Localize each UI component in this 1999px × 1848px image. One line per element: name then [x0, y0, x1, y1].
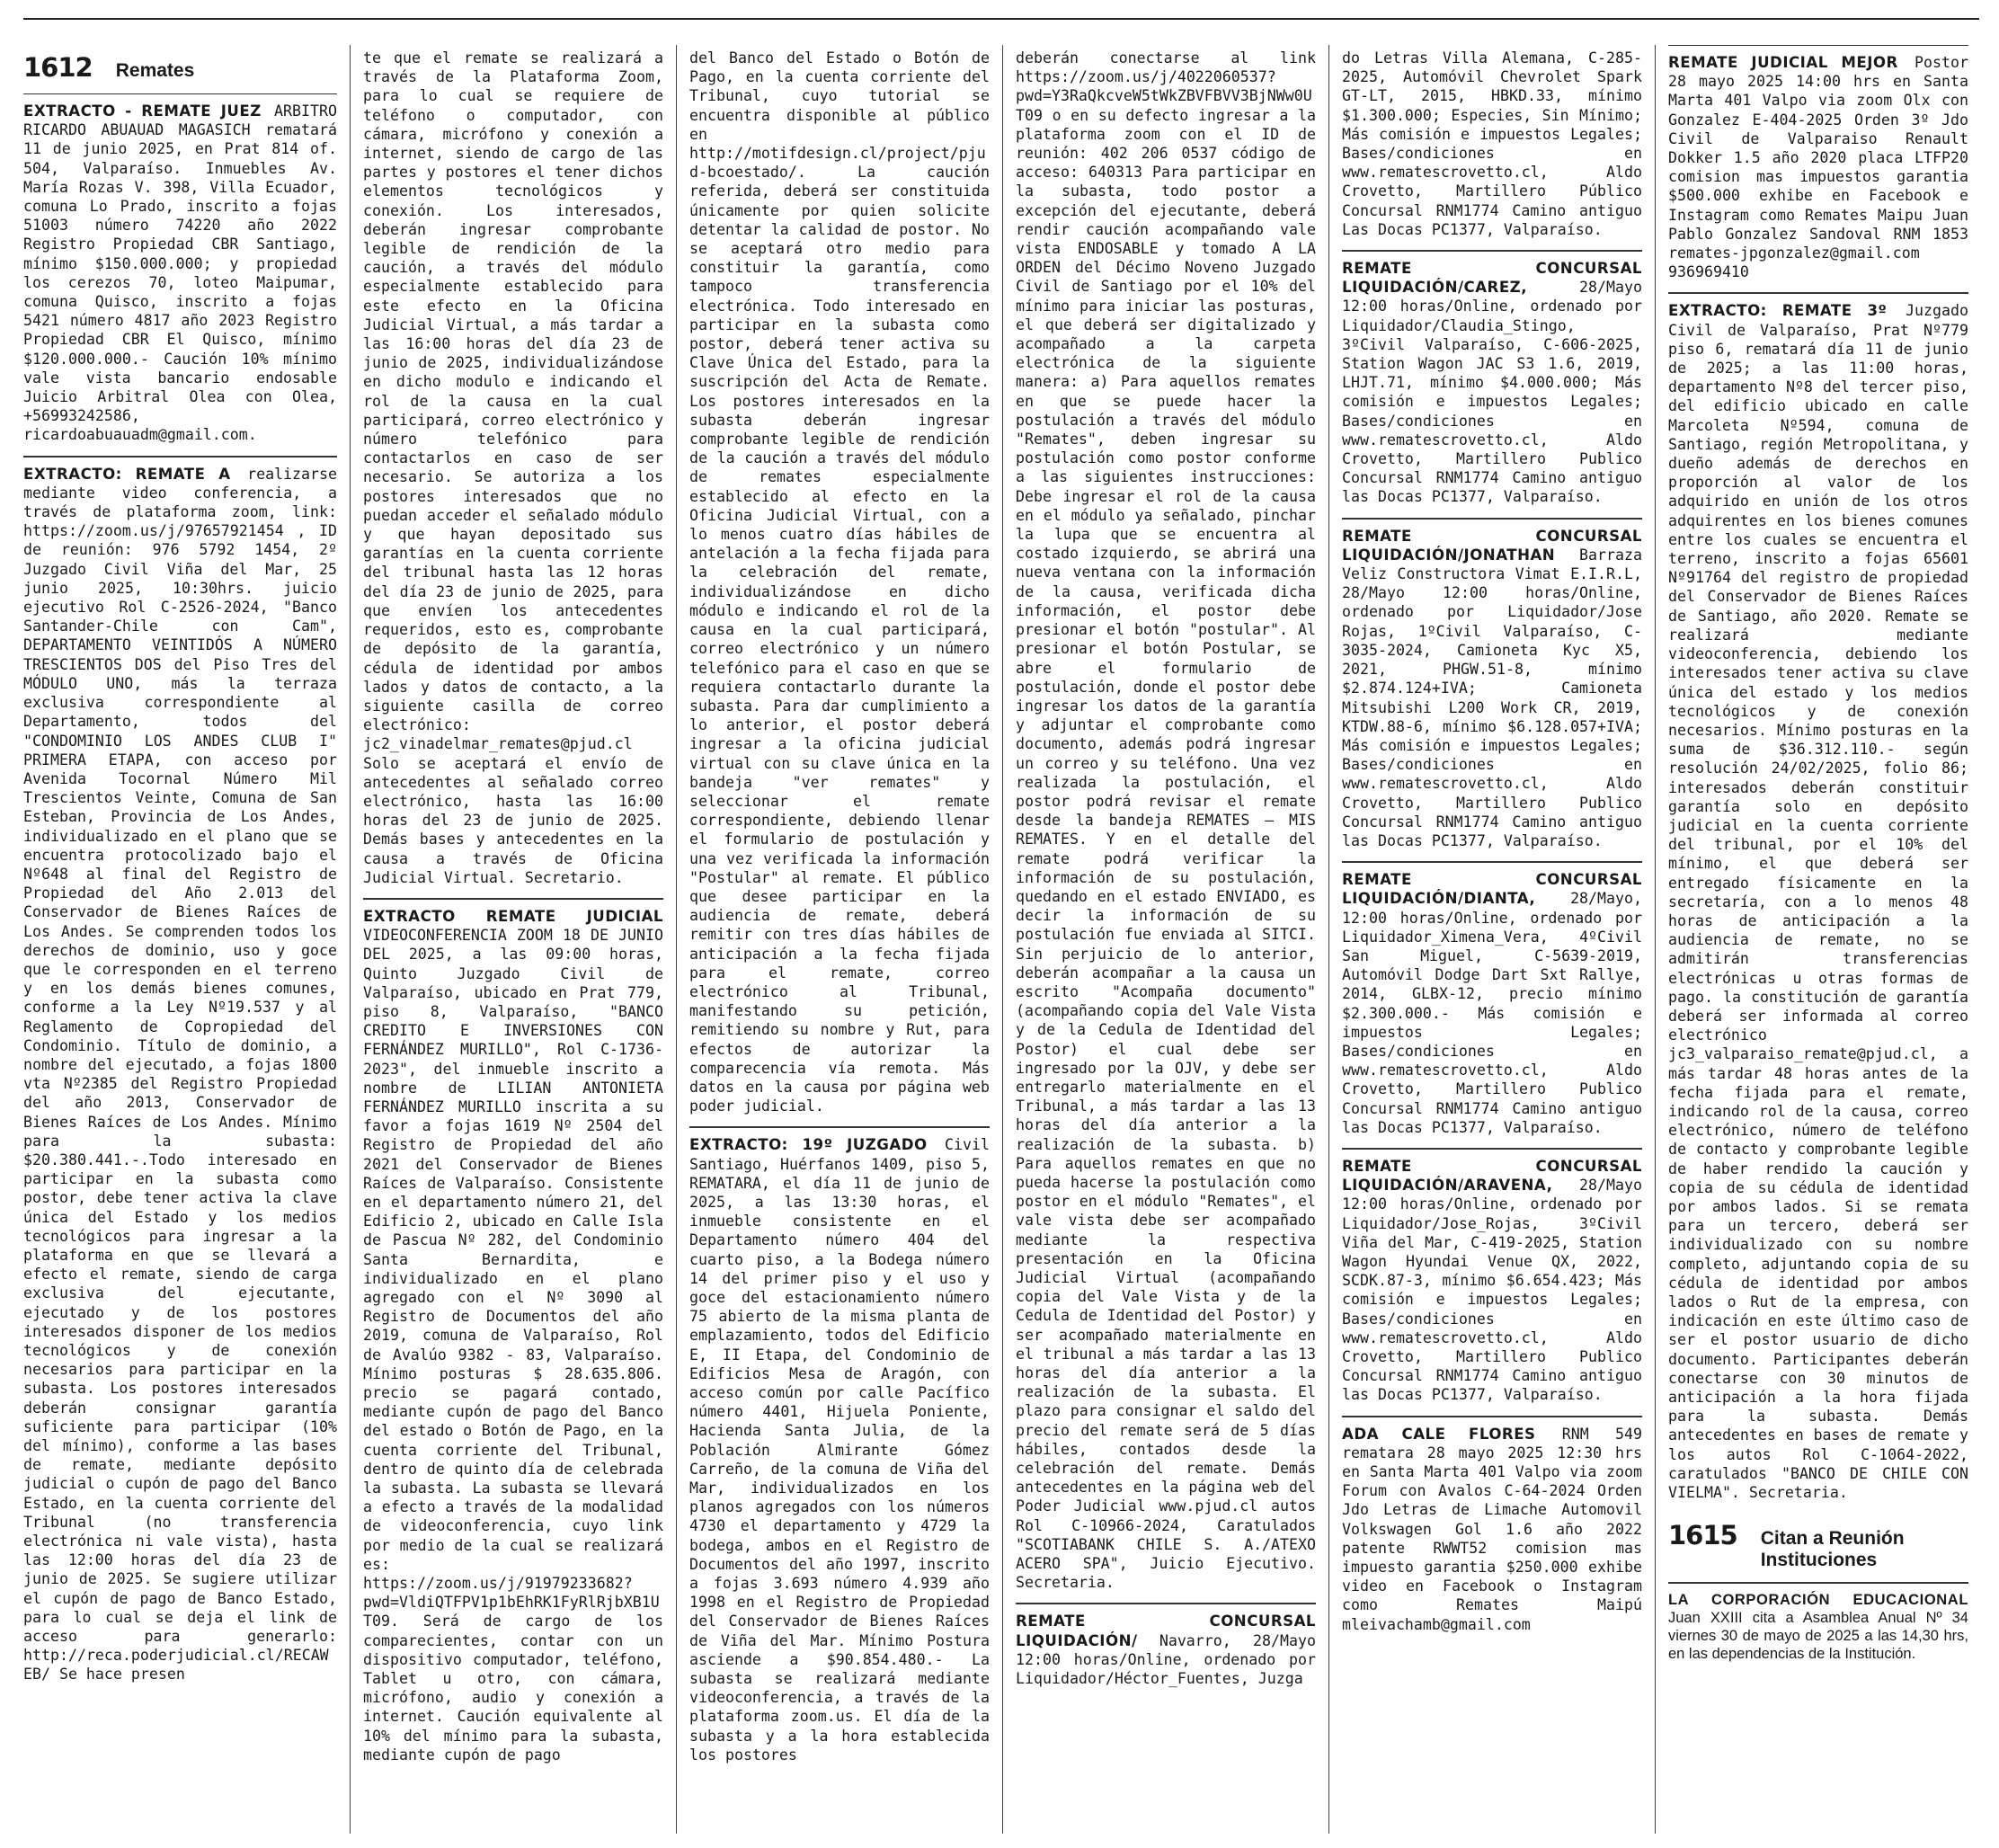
section-header-remates [23, 52, 337, 83]
notice-heading: EXTRACTO: REMATE 3º [1668, 302, 1888, 320]
notice-heading: EXTRACTO REMATE JUDICIAL [363, 907, 663, 925]
notice-body: Juzgado Civil de Valparaíso, Prat Nº779 piso 6, rematará día 11 de junio de 2025; a las 11:00 horas, departamento Nº8 del tercer piso, del edificio ubicado en calle Marcoleta Nº594, comuna de Santiago, región Metropolitana, y dueño además de derechos en proporción al valor de los adquirido en unión de los otros adquirentes en los bienes comunes entre los cuales se encuentra el terreno, inscrito a fojas 65601 Nº91764 del registro de propiedad del Conservador de Bienes Raíces de Santiago, año 2020. Remate se realizará mediante videoconferencia, debiendo los interesados tener activa su clave única del estado y los medios tecnológicos y de conexión necesarios. Mínimo posturas en la suma de $36.312.110.- según resolución 24/02/2025, folio 86; interesados deberán constituir garantía solo en depósito judicial en la cuenta corriente del tribunal, por el 10% del mínimo, el que deberá ser entregado físicamente en la secretaría, con a lo menos 48 horas de anticipación a la audiencia de remate, no se admitirán transferencias electrónicas u otras formas de pago. la constitución de garantía deberá ser informada al correo electrónico jc3_valparaiso_remate@pjud.cl, a más tardar 48 horas antes de la fecha fijada para el remate, indicando rol de la causa, correo electrónico, número de teléfono de contacto y comprobante legible de haber rendido la caución y copia de su cédula de identidad por ambos lados. Si se remata para un tercero, deberá ser individualizado con su nombre completo, adjuntando copia de su cédula de identidad por ambos lados o Rut de la empresa, con indicación en este último caso de ser el postor usuario de dicho documento. Participantes deberán conectarse con 30 minutos de anticipación a la hora fijada para la subasta. Demás antecedentes en bases de remate y los autos Rol C-1064-2022, caratulados "BANCO DE CHILE CON VIELMA". Secretaria. [1668, 302, 1968, 1502]
notice-continuation [1342, 45, 1642, 250]
section-title-line-1: Citan a Reunión [1760, 1528, 1905, 1550]
notice-body: Navarro, 28/Mayo 12:00 horas/Online, ordenado por Liquidador/Héctor_Fuentes, Juzga [1016, 1631, 1316, 1688]
notice-extracto-remate-3 [1668, 292, 1968, 1513]
notice-corporacion-educacional [1668, 1582, 1968, 1674]
notice-remate-concursal-aravena [1342, 1148, 1642, 1416]
classified-columns [23, 45, 1981, 1834]
notice-body: Postor 28 mayo 2025 14:00 hrs en Santa Marta 401 Valpo via zoom Olx con Gonzalez E-404-2025 Orden 3º Jdo Civil de Valparaiso Renault Dokker 1.5 año 2020 placa LTFP20 comision mas impuestos garantia $500.000 exhibe en Facebook e Instagram como Remates Maipu Juan Pablo Gonzalez Sandoval RNM 1853 remates-jpgonzalez@gmail.com 936969410 [1668, 54, 1968, 281]
notice-heading: REMATE CONCURSAL LIQUIDACIÓN/CAREZ, [1342, 260, 1642, 297]
notice-remate-judicial-mejor-postor [1668, 45, 1968, 292]
notice-body: 28/Mayo, 12:00 horas/Online, ordenado por Liquidador_Ximena_Vera, 4ºCivil San Miguel, C-5639-2019, Automóvil Dodge Dart Sxt Rallye, 2014, GLBX-12, precio mínimo $2.300.000.- Más comisión e impuestos Legales; Bases/condiciones en www.rematescrovetto.cl, Aldo Crovetto, Martillero Publico Concursal RNM1774 Camino antiguo las Docas PC1377, Valparaíso. [1342, 890, 1642, 1136]
notice-ada-cale-flores [1342, 1416, 1642, 1645]
section-number: 1612 [23, 52, 93, 83]
section-title-line-2: Instituciones [1760, 1550, 1878, 1571]
notice-heading: REMATE CONCURSAL LIQUIDACIÓN/JONATHAN [1342, 527, 1642, 564]
notice-body: VIDEOCONFERENCIA ZOOM 18 DE JUNIO DEL 2025, a las 09:00 horas, Quinto Juzgado Civil de Valparaíso, ubicado en Prat 779, piso 8, Valparaíso, "BANCO CREDITO E INVERSIONES CON FERNÁNDEZ MURILLO", Rol C-1736-2023", del inmueble inscrito a nombre de LILIAN ANTONIETA FERNÁNDEZ MURILLO inscrita a su favor a fojas 1619 Nº 2504 del Registro de Propiedad del año 2021 del Conservador de Bienes Raíces de Valparaíso. Consistente en el departamento número 21, del Edificio 2, ubicado en Calle Isla de Pascua Nº 282, del Condominio Santa Bernardita, e individualizado en el plano agregado con el Nº 3090 al Registro de Documentos del año 2019, comuna de Valparaíso, Rol de Avalúo 9382 - 83, Valparaíso. Mínimo posturas $ 28.635.806. precio se pagará contado, mediante cupón de pago del Banco del estado o Botón de Pago, en la cuenta corriente del Tribunal, dentro de quinto día de celebrada la subasta. La subasta se llevará a efecto a través de la modalidad de videoconferencia, cuyo link por medio de la cual se realizará es: https://zoom.us/j/91979233682? pwd=VldiQTFPV1p1bEhRK1FyRlRjbXB1UT09. Será de cargo de los comparecientes, contar con un dispositivo computador, teléfono, Tablet u otro, con cámara, micrófono, audio y conexión a internet. Caución equivalente al 10% del mínimo para la subasta, mediante cupón de pago [363, 927, 663, 1764]
notice-continuation [363, 45, 663, 898]
notice-heading: EXTRACTO: 19º JUZGADO [689, 1136, 928, 1154]
section-title [1761, 1528, 1905, 1571]
column-1 [23, 45, 350, 1834]
notice-heading: EXTRACTO - REMATE JUEZ [23, 102, 262, 120]
column-5 [1328, 45, 1655, 1834]
notice-body: do Letras Villa Alemana, C-285-2025, Automóvil Chevrolet Spark GT-LT, 2015, HBKD.33, mínimo $1.300.000; Especies, Sin Mínimo; Más comisión e impuestos Legales; Bases/condiciones en www.rematescrovetto.cl, Aldo Crovetto, Martillero Público Concursal RNM1774 Camino antiguo Las Docas PC1377, Valparaíso. [1342, 49, 1642, 238]
notice-heading: REMATE CONCURSAL LIQUIDACIÓN/ARAVENA, [1342, 1157, 1642, 1195]
notice-extracto-remate-zoom-vina [23, 456, 337, 1695]
section-title: Remates [115, 60, 195, 81]
notice-body: Civil Santiago, Huérfanos 1409, piso 5, REMATARA, el día 11 de junio de 2025, a las 13:30 horas, el inmueble consistente en el Departamento número 404 del cuarto piso, a la Bodega número 14 del primer piso y el uso y goce del estacionamiento número 75 abierto de la misma planta de emplazamiento, todos del Edificio E, II Etapa, del Condominio de Edificios Mesa de Aragón, con acceso común por calle Pacífico número 4401, Hijuela Poniente, Hacienda Santa Julia, de la Población Almirante Gómez Carreño, de la comuna de Viña del Mar, individualizados en los planos agregados con los números 4730 el departamento y 4729 la bodega, ambos en el Registro de Documentos del año 1997, inscrito a fojas 3.693 número 4.939 año 1998 en el Registro de Propiedad del Conservador de Bienes Raíces de Viña del Mar. Mínimo Postura asciende a $90.854.480.- La subasta se realizará mediante videoconferencia, a través de la plataforma zoom.us. El día de la subasta y a la hora establecida los postores [689, 1136, 990, 1764]
column-3 [676, 45, 1002, 1834]
notice-remate-concursal-navarro [1016, 1603, 1316, 1699]
top-rule [23, 18, 1979, 20]
notice-body: deberán conectarse al link https://zoom.us/j/4022060537? pwd=Y3RaQkcveW5tWkZBVFBVV3BjNWw0UT09 o en su defecto ingresar a la plataforma zoom con el ID de reunión: 402 206 0537 código de acceso: 640313 Para participar en la subasta, todo postor a excepción del ejecutante, deberá rendir caución acompañando vale vista ENDOSABLE y tomado A LA ORDEN del Décimo Noveno Juzgado Civil de Santiago por el 10% del mínimo para iniciar las posturas, el que deberá ser digitalizado y acompañado a la carpeta electrónica de la siguiente manera: a) Para aquellos remates en que se puede hacer la postulación a través del módulo "Remates", deben ingresar su postulación como postor conforme a las siguientes instrucciones: Debe ingresar el rol de la causa en el módulo ya señalado, pinchar la lupa que se encuentra al costado izquierdo, se abrirá una nueva ventana con la información de la causa, verificada dicha información, el postor debe presionar el botón "postular". Al presionar el botón Postular, se abre el formulario de postulación, donde el postor debe ingresar los datos de la garantía y adjuntar el comprobante como documento, además podrá ingresar un correo y su teléfono. Una vez realizada la postulación, el postor podrá revisar el remate desde la bandeja REMATES – MIS REMATES. Y en el detalle del remate podrá verificar la información de su postulación, quedando en el estado ENVIADO, es decir la información de su postulación fue enviada al SITCI. Sin perjuicio de lo anterior, deberán acompañar a la causa un escrito "Acompaña documento" (acompañando copia del Vale Vista y de la Cedula de Identidad del Postor) el cual debe ser ingresado por la OJV, y debe ser entregarlo materialmente en el Tribunal, a más tardar a las 13 horas del día anterior a la realización de la subasta. b) Para aquellos remates en que no pueda hacerse la postulación como postor en el módulo "Remates", el vale vista debe ser acompañado mediante la respectiva presentación en la Oficina Judicial Virtual (acompañando copia del Vale Vista y de la Cedula de Identidad del Postor) y ser acompañado materialmente en el tribunal a más tardar a las 13 horas del día anterior a la realización de la subasta. El plazo para consignar el saldo del precio del remate será de 5 días hábiles, contados desde la celebración del remate. Demás antecedentes en la página web del Poder Judicial www.pjud.cl autos Rol C-10966-2024, Caratulados "SCOTIABANK CHILE S. A./ATEXO ACERO SPA", Juicio Ejecutivo. Secretaria. [1016, 49, 1316, 1592]
notice-remate-concursal-jonathan [1342, 518, 1642, 861]
notice-remate-concursal-dianta [1342, 861, 1642, 1148]
notice-extracto-remate-judicial [363, 898, 663, 1775]
notice-body: Barraza Veliz Constructora Vimat E.I.R.L, 28/Mayo 12:00 horas/Online, ordenado por Liquidador/Jose Rojas, 1ºCivil Valparaíso, C-3035-2024, Camioneta Kyc X5, 2021, PHGW.51-8, mínimo $2.874.124+IVA; Camioneta Mitsubishi L200 Work CR, 2019, KTDW.88-6, mínimo $6.128.057+IVA; Más comisión e impuestos Legales; Bases/condiciones en www.rematescrovetto.cl, Aldo Crovetto, Martillero Publico Concursal RNM1774 Camino antiguo las Docas PC1377, Valparaíso. [1342, 546, 1642, 849]
column-4 [1002, 45, 1328, 1834]
column-6 [1655, 45, 1981, 1834]
notice-heading: ADA CALE FLORES [1342, 1425, 1536, 1443]
notice-heading: REMATE JUDICIAL MEJOR [1668, 54, 1898, 71]
notice-body: 28/Mayo 12:00 horas/Online, ordenado por Liquidador/Claudia_Stingo, 3ºCivil Valparaíso, C-606-2025, Station Wagon JAC S3 1.6, 2019, LHJT.71, mínimo $4.000.000; Más comisión e impuestos Legales; Bases/condiciones en www.rematescrovetto.cl, Aldo Crovetto, Martillero Publico Concursal RNM1774 Camino antiguo las Docas PC1377, Valparaíso. [1342, 279, 1642, 506]
notice-heading: REMATE CONCURSAL LIQUIDACIÓN/ [1016, 1613, 1316, 1649]
notice-continuation [689, 45, 990, 1126]
notice-extracto-remate-juez [23, 93, 337, 456]
notice-body: realizarse mediante video conferencia, a través de plataforma zoom, link: https://zoom.us/j/97657921454 , ID de reunión: 976 5792 1454, 2º Juzgado Civil Viña del Mar, 25 junio 2025, 10:30hrs. juicio ejecutivo Rol C-2526-2024, "Banco Santander-Chile con Cam", DEPARTAMENTO VEINTIDÓS A NÚMERO TRESCIENTOS DOS del Piso Tres del MÓDULO UNO, más la terraza exclusiva correspondiente al Departamento, todos del "CONDOMINIO LOS ANDES CLUB I" PRIMERA ETAPA, con acceso por Avenida Tocornal Número Mil Trescientos Veinte, Comuna de San Esteban, Provincia de Los Andes, individualizado en el plano que se encuentra protocolizado bajo el Nº648 al final del Registro de Propiedad del Año 2.013 del Conservador de Bienes Raíces de Los Andes. Se comprenden todos los derechos de dominio, uso y goce que le corresponden en el terreno y en los demás bienes comunes, conforme a la Ley Nº19.537 y al Reglamento de Copropiedad del Condominio. Título de dominio, a nombre del ejecutado, a fojas 1800 vta Nº2385 del Registro Propiedad del año 2013, Conservador de Bienes Raíces de Los Andes. Mínimo para la subasta: $20.380.441.-.Todo interesado en participar en la subasta como postor, debe tener activa la clave única del Estado y los medios tecnológicos para ingresar a la plataforma en que se llevará a efecto el remate, siendo de carga exclusiva del ejecutante, ejecutado y de los postores interesados disponer de los medios tecnológicos y de conexión necesarios para participar en la subasta. Los postores interesados deberán consignar garantía suficiente para participar (10% del mínimo), conforme a las bases de remate, mediante depósito judicial o cupón de pago del Banco Estado, en la cuenta corriente del Tribunal (no transferencia electrónica ni vale vista), hasta las 12:00 horas del día 23 de junio de 2025. Se sugiere utilizar el cupón de pago de Banco Estado, para lo cual se deja el link de acceso para generarlo: http://reca.poderjudicial.cl/RECAWEB/ Se hace presen [23, 465, 337, 1684]
section-header-citan-a-reunion [1668, 1520, 1968, 1571]
section-number: 1615 [1668, 1520, 1737, 1551]
notice-heading: LA CORPORACIÓN EDUCACIONAL [1668, 1592, 1968, 1609]
notice-body: del Banco del Estado o Botón de Pago, en la cuenta corriente del Tribunal, cuyo tutorial se encuentra disponible al público en http://motifdesign.cl/project/pjud-bcoestado/. La caución referida, deberá ser constituida únicamente por quien solicite detentar la calidad de postor. No se aceptará otro medio para constituir la garantía, como tampoco transferencia electrónica. Todo interesado en participar en la subasta como postor, deberá tener activa su Clave Única del Estado, para la suscripción del Acta de Remate. Los postores interesados en la subasta deberán ingresar comprobante legible de rendición de la caución a través del módulo de remates especialmente establecido al efecto en la Oficina Judicial Virtual, con a lo menos cuatro días hábiles de antelación a la fecha fijada para la celebración del remate, individualizándose en dicho módulo e indicando el rol de la causa en la cual participará, correo electrónico y un número telefónico para el caso en que se requiera contactarlo durante la subasta. Para dar cumplimiento a lo anterior, el postor deberá ingresar a la oficina judicial virtual con su clave única en la bandeja "ver remates" y seleccionar el remate correspondiente, debiendo llenar el formulario de postulación y una vez verificada la información "Postular" al remate. El público que desee participar en la audiencia de remate, deberá remitir con tres días hábiles de anticipación a la fecha fijada para el remate, correo electrónico al Tribunal, manifestando su petición, remitiendo su nombre y Rut, para efectos de autorizar la comparecencia vía remota. Más datos en la causa por página web poder judicial. [689, 49, 990, 1115]
notice-continuation [1016, 45, 1316, 1603]
notice-body: Juan XXIII cita a Asamblea Anual Nº 34 viernes 30 de mayo de 2025 a las 14,30 hrs, en las dependencias de la Institución. [1668, 1610, 1968, 1663]
column-2 [350, 45, 676, 1834]
notice-body: te que el remate se realizará a través de la Plataforma Zoom, para lo cual se requiere de teléfono o computador, con cámara, micrófono y conexión a internet, siendo de cargo de las partes y postores el tener dichos elementos tecnológicos y conexión. Los interesados, deberán ingresar comprobante legible de rendición de la caución, a través del módulo especialmente establecido para este efecto en la Oficina Judicial Virtual, a más tardar a las 16:00 horas del día 23 de junio de 2025, individualizándose en dicho modulo e indicando el rol de la causa en la cual participará, correo electrónico y número telefónico para contactarlos en caso de ser necesario. Se autoriza a los postores interesados que no puedan acceder el señalado módulo y que hayan depositado sus garantías en la cuenta corriente del tribunal hasta las 12 horas del día 23 de junio de 2025, para que envíen los antecedentes requeridos, esto es, comprobante de depósito de la garantía, cédula de identidad por ambos lados y datos de contacto, a la siguiente casilla de correo electrónico: jc2_vinadelmar_remates@pjud.cl Solo se aceptará el envío de antecedentes al señalado correo electrónico, hasta las 16:00 horas del 23 de junio de 2025. Demás bases y antecedentes en la causa a través de Oficina Judicial Virtual. Secretario. [363, 49, 663, 886]
notice-remate-concursal-carez [1342, 250, 1642, 518]
notice-heading: REMATE CONCURSAL LIQUIDACIÓN/DIANTA, [1342, 871, 1642, 908]
notice-body: ARBITRO RICARDO ABUAUAD MAGASICH rematará 11 de junio 2025, en Prat 814 of. 504, Valparaíso. Inmuebles Av. María Rozas V. 398, Villa Ecuador, comuna Lo Prado, inscrito a fojas 51003 número 74220 año 2022 Registro Propiedad CBR Santiago, mínimo $150.000.000; y propiedad los cerezos 70, loteo Maipumar, comuna Quisco, inscrito a fojas 5421 número 4817 año 2023 Registro Propiedad CBR El Quisco, mínimo $120.000.000.- Caución 10% mínimo vale vista bancario endosable Juicio Arbitral Olea con Olea, +56993242586, ricardoabuauadm@gmail.com. [23, 102, 337, 444]
notice-heading: EXTRACTO: REMATE A [23, 465, 231, 483]
notice-body: RNM 549 rematara 28 mayo 2025 12:30 hrs en Santa Marta 401 Valpo via zoom Forum con Avalos C-64-2024 Orden Jdo Letras de Limache Automovil Volkswagen Gol 1.6 año 2022 patente RWWT52 comision mas impuesto garantia $250.000 exhibe video en Facebook o Instagram como Remates Maipú mleivachamb@gmail.com [1342, 1425, 1642, 1633]
notice-body: 28/Mayo 12:00 horas/Online, ordenado por Liquidador/Jose_Rojas, 3ºCivil Viña del Mar, C-419-2025, Station Wagon Hyundai Venue QX, 2022, SCDK.87-3, mínimo $6.654.423; Más comisión e impuestos Legales; Bases/condiciones en www.rematescrovetto.cl, Aldo Crovetto, Martillero Publico Concursal RNM1774 Camino antiguo las Docas PC1377, Valparaíso. [1342, 1177, 1642, 1404]
notice-extracto-19-juzgado [689, 1126, 990, 1775]
